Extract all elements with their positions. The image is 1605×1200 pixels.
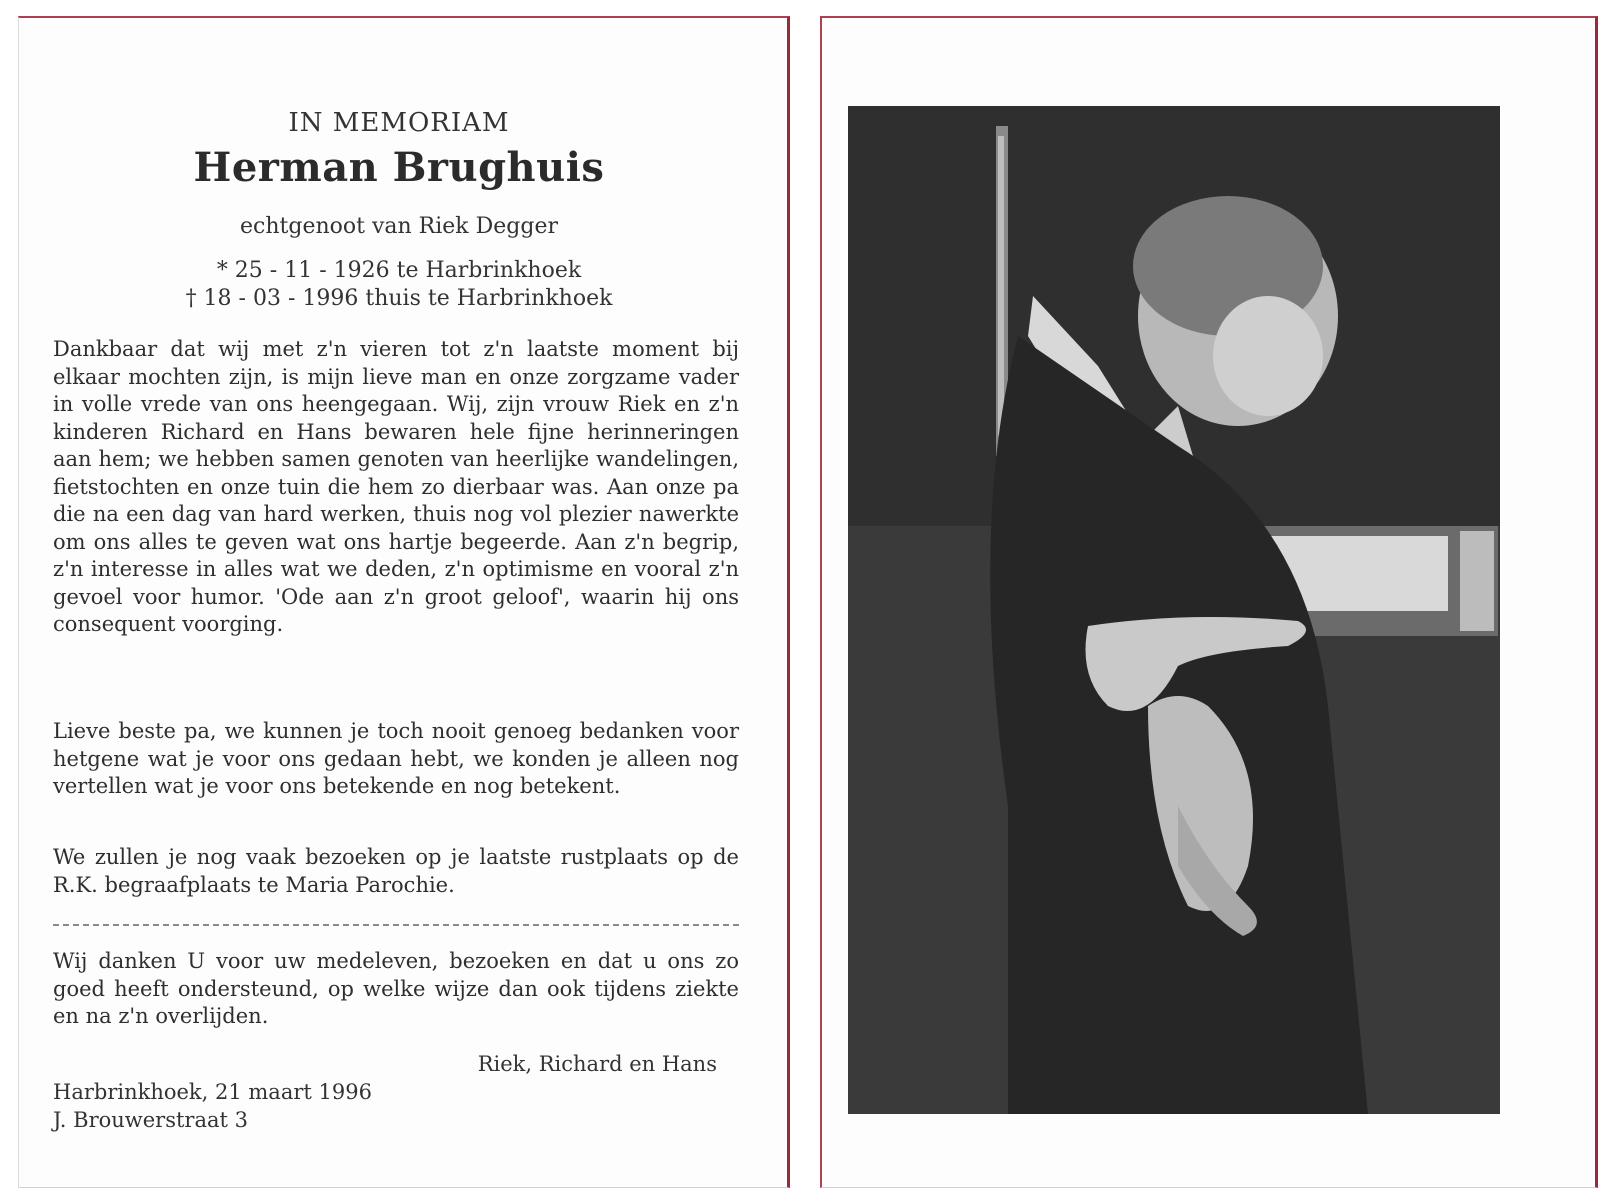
acknowledgement-paragraph: Wij danken U voor uw medeleven, bezoeken en dat u ons zo goed heeft ondersteund, op welke wijze dan ook tijdens ziekte en na z'n overlijden. bbox=[53, 949, 739, 1028]
resting-place-paragraph: We zullen je nog vaak bezoeken op je laatste rustplaats op de R.K. begraafplaats te Maria Parochie. bbox=[53, 845, 739, 897]
portrait-illustration bbox=[848, 106, 1500, 1114]
memorial-card-text-side bbox=[18, 16, 790, 1188]
thanks-paragraph: Lieve beste pa, we kunnen je toch nooit genoeg bedanken voor hetgene wat je voor ons gedaan hebt, we konden je alleen nog vertellen wat je voor ons betekende en nog betekent. bbox=[53, 719, 739, 798]
tribute-paragraph: Dankbaar dat wij met z'n vieren tot z'n laatste moment bij elkaar mochten zijn, is mijn lieve man en onze zorgzame vader in volle vrede van ons heengegaan. Wij, zijn vrouw Riek en z'n kinderen Richard en Hans bewaren hele fijne herinneringen aan hem; we hebben samen genoten van heerlijke wandelingen, fietstochten en onze tuin die hem zo dierbaar was. Aan onze pa die na een dag van hard werken, thuis nog vol plezier nawerkte om ons alles te geven wat ons hartje begeerde. Aan z'n begrip, z'n interesse in alles wat we deden, z'n optimisme en vooral z'n gevoel voor humor. 'Ode aan z'n groot geloof', waarin hij ons consequent voorging. bbox=[53, 337, 739, 636]
memorial-card-photo-side bbox=[820, 16, 1598, 1188]
dashed-divider bbox=[53, 924, 739, 926]
portrait-photo bbox=[848, 106, 1500, 1114]
death-line: † 18 - 03 - 1996 thuis te Harbrinkhoek bbox=[185, 286, 613, 311]
address: J. Brouwerstraat 3 bbox=[53, 1108, 248, 1132]
spouse-line: echtgenoot van Riek Degger bbox=[240, 214, 558, 239]
birth-line: * 25 - 11 - 1926 te Harbrinkhoek bbox=[216, 258, 582, 283]
place-and-date: Harbrinkhoek, 21 maart 1996 bbox=[53, 1080, 372, 1104]
family-signoff: Riek, Richard en Hans bbox=[477, 1052, 717, 1076]
deceased-name: Herman Brughuis bbox=[193, 144, 605, 191]
in-memoriam-heading: IN MEMORIAM bbox=[288, 108, 510, 138]
